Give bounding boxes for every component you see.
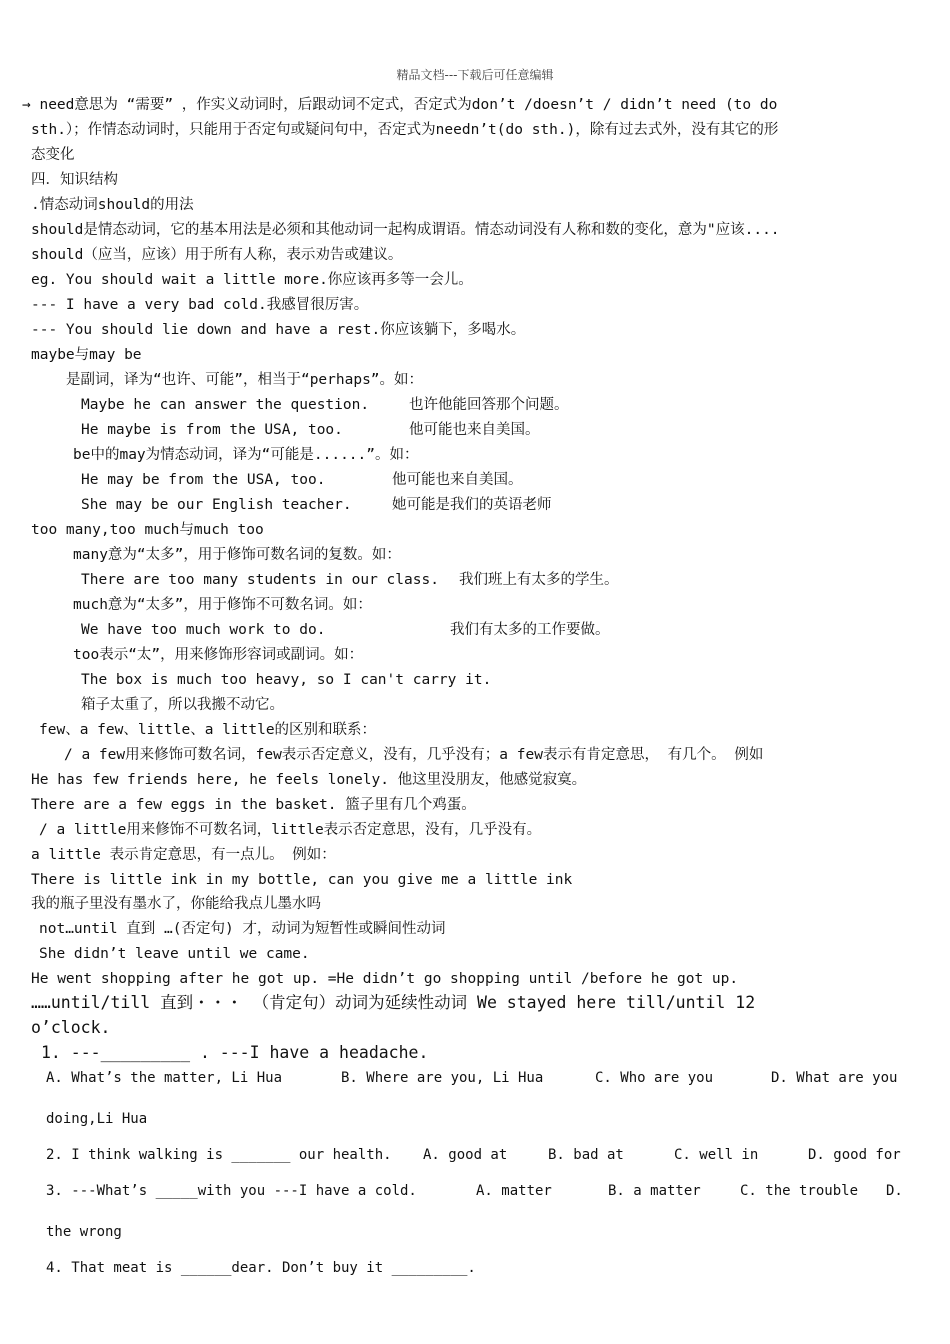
example-cn: 他可能也来自美国。	[409, 422, 540, 438]
example-en: He may be from the USA, too.	[81, 472, 326, 488]
option-b: B. bad at	[548, 1147, 624, 1163]
page-header: 精品文档---下载后可任意编辑	[396, 68, 554, 82]
text-line: much意为“太多”，用于修饰不可数名词。如：	[73, 597, 372, 613]
option-d: D.	[886, 1183, 903, 1199]
text-line: a little 表示肯定意思，有一点儿。 例如：	[31, 847, 336, 863]
section-heading: 四．知识结构	[31, 172, 118, 188]
example-en: We have too much work to do.	[81, 622, 326, 638]
example-en: She may be our English teacher.	[81, 497, 352, 513]
text-line: 态变化	[31, 147, 75, 163]
text-line: eg. You should wait a little more.你应该再多等一会儿。	[31, 272, 473, 288]
text-line: few、a few、little、a little的区别和联系：	[39, 722, 377, 738]
text-line: 是副词，译为“也许、可能”，相当于“perhaps”。如：	[66, 372, 424, 388]
example-cn: 她可能是我们的英语老师	[392, 497, 552, 513]
question-4: 4. That meat is ______dear. Don’t buy it _________.	[46, 1260, 476, 1276]
text-line: There are a few eggs in the basket. 篮子里有几个鸡蛋。	[31, 797, 476, 813]
example-cn: 我们有太多的工作要做。	[450, 622, 610, 638]
text-line: --- You should lie down and have a rest.你应该躺下，多喝水。	[31, 322, 526, 338]
example-en: There are too many students in our class.	[81, 572, 439, 588]
option-c: C. well in	[674, 1147, 759, 1163]
text-line: not…until 直到 …(否定句) 才，动词为短暂性或瞬间性动词	[39, 921, 446, 937]
option-b: B. Where are you, Li Hua	[341, 1070, 544, 1086]
text-line: .情态动词should的用法	[31, 197, 194, 213]
example-cn: 我们班上有太多的学生。	[459, 572, 619, 588]
example-cn: 他可能也来自美国。	[392, 472, 523, 488]
text-line: be中的may为情态动词，译为“可能是......”。如：	[73, 447, 419, 463]
text-line: There is little ink in my bottle, can you give me a little ink	[31, 872, 573, 888]
text-line: --- I have a very bad cold.我感冒很厉害。	[31, 297, 369, 313]
example-en: The box is much too heavy, so I can't carry it.	[81, 672, 492, 688]
text-line: He has few friends here, he feels lonely. 他这里没朋友，他感觉寂寞。	[31, 772, 587, 788]
example-cn: 箱子太重了，所以我搬不动它。	[81, 697, 284, 713]
text-line: / a little用来修饰不可数名词，little表示否定意思，没有，几乎没有。	[39, 822, 542, 838]
option-b: B. a matter	[608, 1183, 701, 1199]
text-line: too many,too much与much too	[31, 522, 264, 538]
text-line: should（应当，应该）用于所有人称，表示劝告或建议。	[31, 247, 403, 263]
option-a: A. matter	[476, 1183, 552, 1199]
question-2: 2. I think walking is _______ our health.	[46, 1147, 392, 1163]
text-line: ……until/till 直到・・・ （肯定句）动词为延续性动词 We stayed here till/until 12	[31, 993, 756, 1012]
option-d-cont: the wrong	[46, 1224, 122, 1240]
text-line: o’clock.	[31, 1018, 111, 1037]
example-cn: 也许他能回答那个问题。	[409, 397, 569, 413]
option-d: D. good for	[808, 1147, 901, 1163]
text-line: 我的瓶子里没有墨水了，你能给我点儿墨水吗	[31, 896, 321, 912]
text-line: maybe与may be	[31, 347, 142, 363]
option-a: A. What’s the matter, Li Hua	[46, 1070, 283, 1086]
option-a: A. good at	[423, 1147, 508, 1163]
text-line: → need意思为 “需要” ，作实义动词时，后跟动词不定式，否定式为don’t /doesn’t / didn’t need (to do	[22, 97, 778, 113]
example-en: He maybe is from the USA, too.	[81, 422, 343, 438]
text-line: should是情态动词，它的基本用法是必须和其他动词一起构成谓语。情态动词没有人称和数的变化，意为"应该....	[31, 222, 780, 238]
example-en: Maybe he can answer the question.	[81, 397, 370, 413]
option-c: C. the trouble	[740, 1183, 859, 1199]
text-line: She didn’t leave until we came.	[39, 946, 310, 962]
text-line: / a few用来修饰可数名词，few表示否定意义，没有，几乎没有；a few表示有肯定意思， 有几个。 例如	[64, 747, 764, 763]
text-line: He went shopping after he got up. =He didn’t go shopping until /before he got up.	[31, 971, 739, 987]
text-line: too表示“太”，用来修饰形容词或副词。如：	[73, 647, 364, 663]
text-line: sth.）；作情态动词时，只能用于否定句或疑问句中，否定式为needn’t(do sth.)，除有过去式外，没有其它的形	[31, 122, 779, 138]
question-1: 1. ---_________ . ---I have a headache.	[41, 1043, 429, 1062]
option-d-cont: doing,Li Hua	[46, 1111, 148, 1127]
text-line: many意为“太多”，用于修饰可数名词的复数。如：	[73, 547, 401, 563]
option-c: C. Who are you	[595, 1070, 714, 1086]
option-d: D. What are you	[771, 1070, 898, 1086]
question-3: 3. ---What’s _____with you ---I have a cold.	[46, 1183, 417, 1199]
